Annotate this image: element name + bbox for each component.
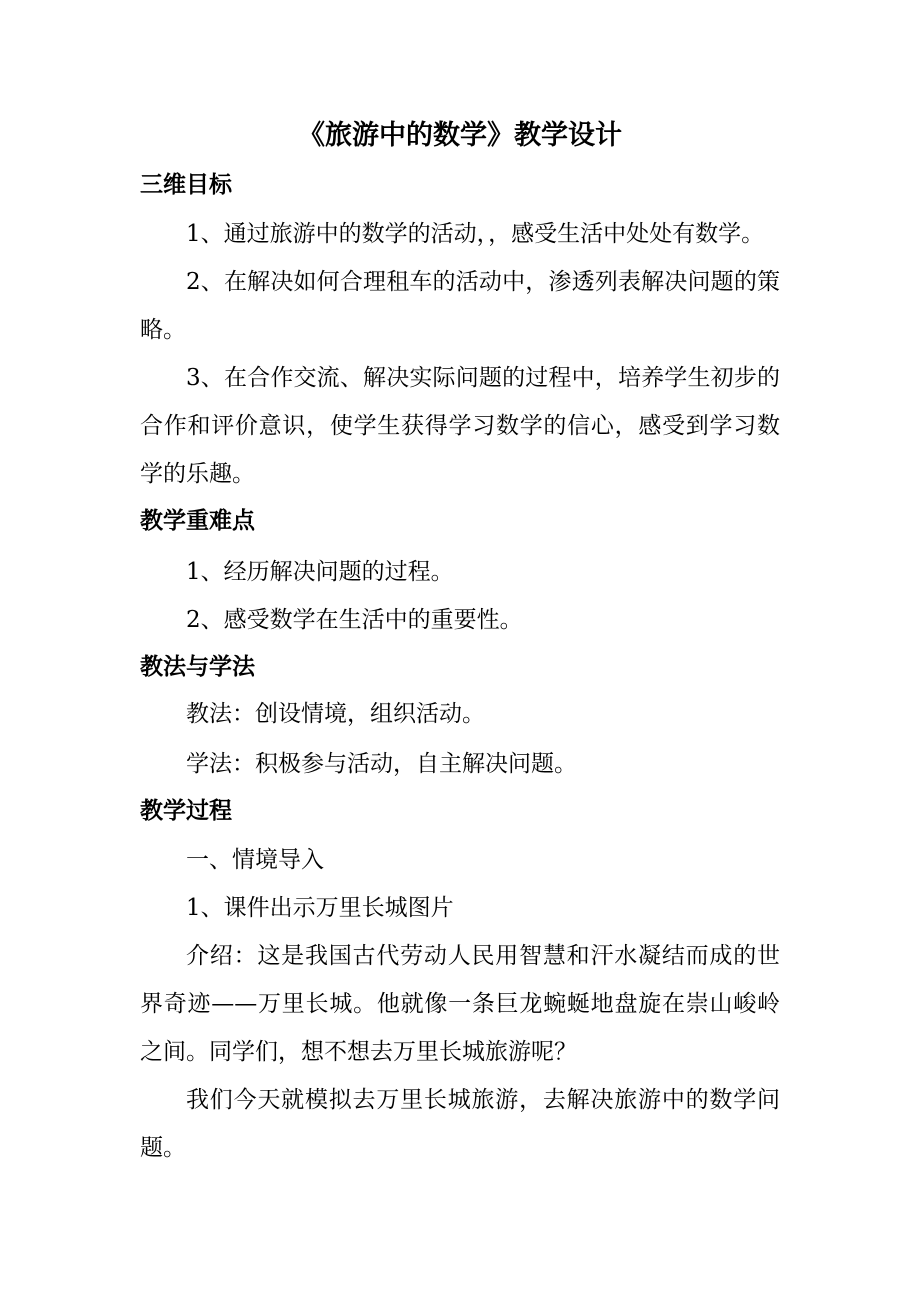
key-point-item-2: 2、感受数学在生活中的重要性。 [186,607,523,633]
method-item-learning: 学法：积极参与活动，自主解决问题。 [186,751,577,777]
process-item-3: 介绍：这是我国古代劳动人民用智慧和汗水凝结而成的世界奇迹——万里长城。他就像一条巨龙蜿蜒地盘旋在崇山峻岭之间。同学们，想不想去万里长城旅游呢？ [140,943,780,1065]
method-item-teaching: 教法：创设情境，组织活动。 [186,701,485,727]
section-heading-process: 教学过程 [140,797,232,824]
section-heading-key-points: 教学重难点 [140,507,255,534]
document-title: 《旅游中的数学》教学设计 [298,120,622,151]
goal-item-1: 1、通过旅游中的数学的活动，，感受生活中处处有数学。 [186,221,765,247]
goal-item-3: 3、在合作交流、解决实际问题的过程中，培养学生初步的合作和评价意识，使学生获得学习数学的信心，感受到学习数学的乐趣。 [140,365,780,487]
process-item-1: 一、情境导入 [186,847,324,873]
key-point-item-1: 1、经历解决问题的过程。 [186,559,454,585]
goal-item-2: 2、在解决如何合理租车的活动中，渗透列表解决问题的策略。 [140,269,780,343]
process-item-4: 我们今天就模拟去万里长城旅游，去解决旅游中的数学问题。 [140,1087,780,1161]
section-heading-methods: 教法与学法 [140,653,255,680]
section-heading-goals: 三维目标 [140,171,232,198]
process-item-2: 1、课件出示万里长城图片 [186,895,454,921]
